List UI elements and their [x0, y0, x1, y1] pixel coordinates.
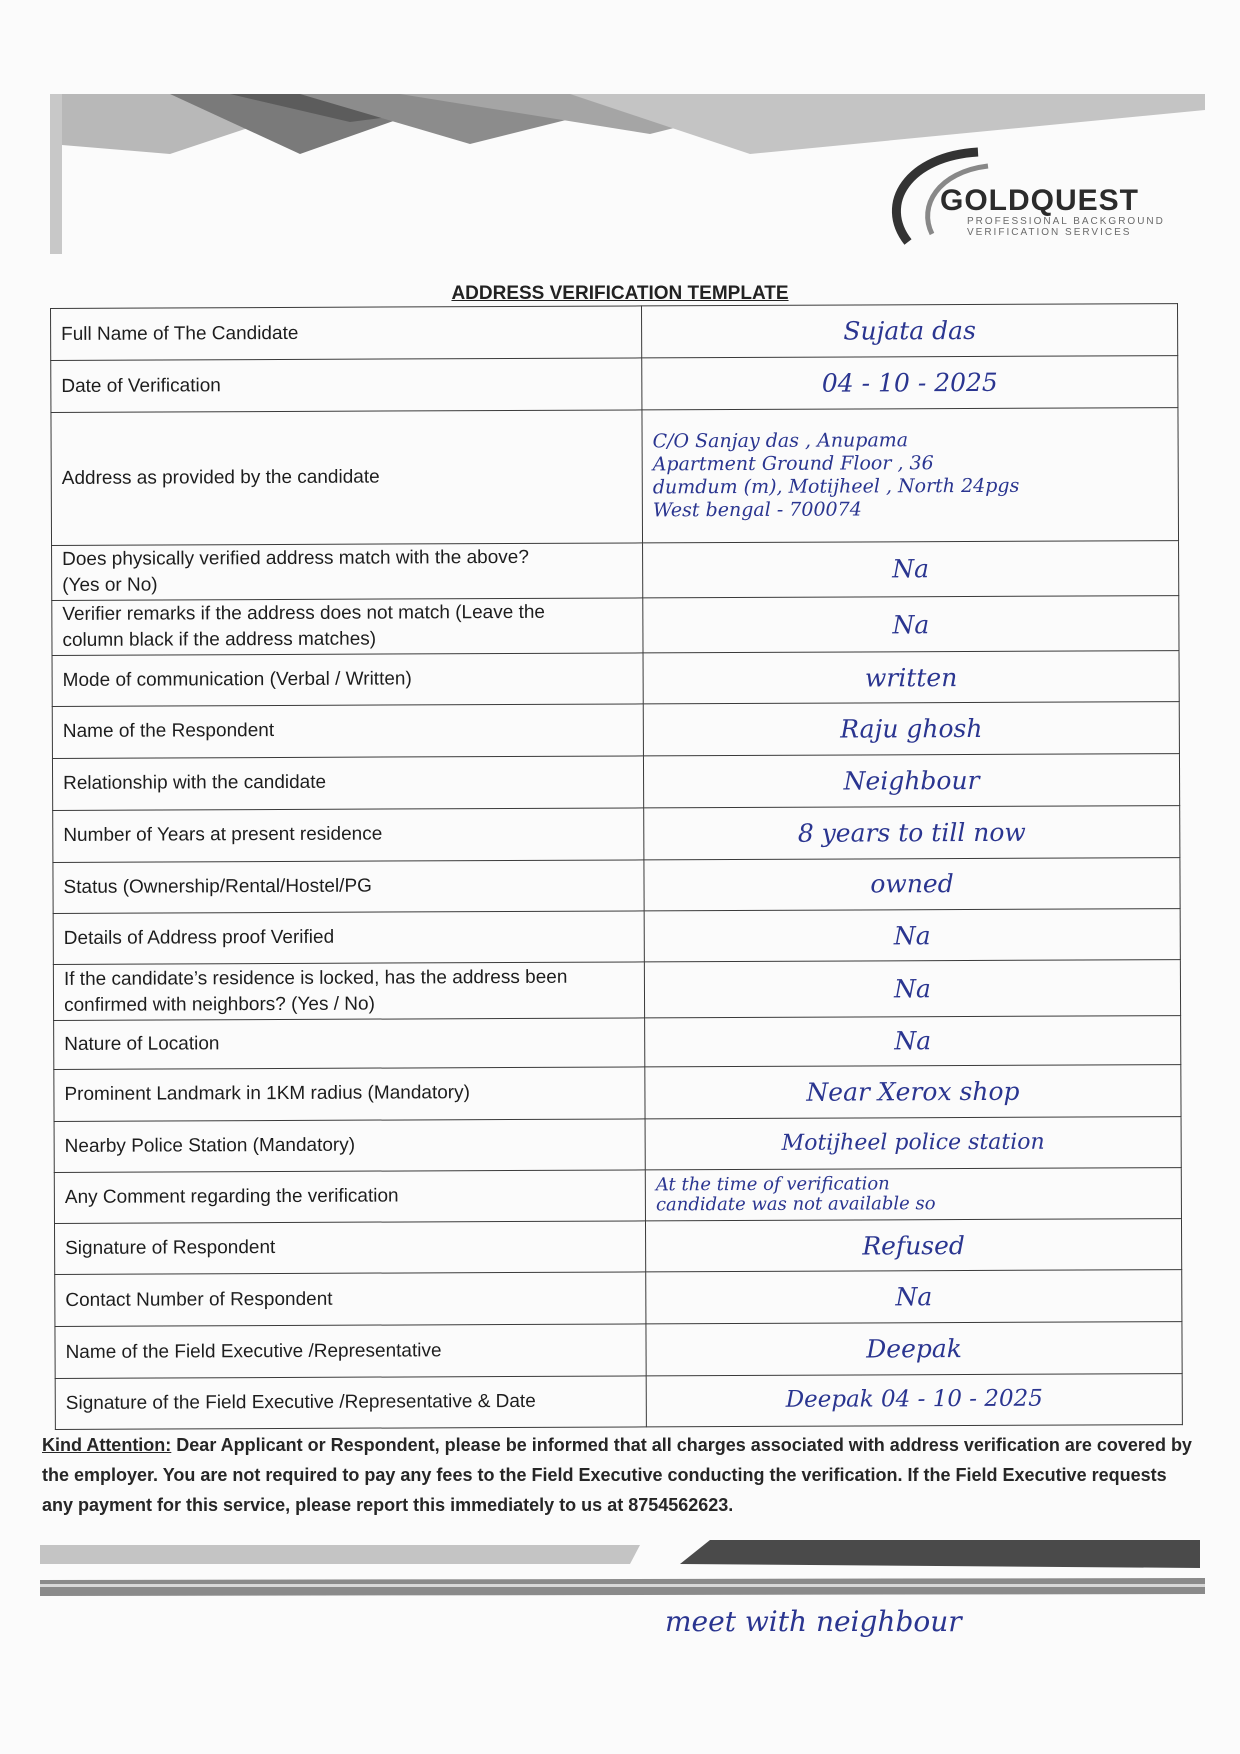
table-row [52, 651, 1179, 707]
field-label [52, 598, 643, 656]
field-value: Na [643, 540, 1179, 598]
field-label: Contact Number of Respondent [55, 1272, 646, 1327]
field-value: Na [643, 596, 1179, 654]
table-row [55, 1270, 1182, 1327]
field-label: Signature of the Field Executive /Representative & Date [55, 1376, 646, 1430]
label-line: If the candidate’s residence is locked, has the address been [63, 966, 568, 990]
field-label: Address as provided by the candidate [51, 410, 643, 545]
table-row [52, 753, 1179, 810]
field-label: Nearby Police Station (Mandatory) [54, 1119, 645, 1173]
brand-tagline-2: VERIFICATION SERVICES [967, 227, 1132, 238]
field-value: Sujata das [641, 304, 1177, 359]
table-row [55, 1373, 1182, 1429]
field-label: Signature of Respondent [54, 1221, 645, 1275]
table-row [55, 1322, 1182, 1378]
table-row [51, 356, 1178, 413]
label-line: Verifier remarks if the address does not match (Leave the [62, 601, 546, 626]
field-value: Na [644, 960, 1180, 1019]
brand-name: GOLDQUEST [940, 184, 1140, 217]
field-label: Full Name of The Candidate [51, 306, 642, 361]
table-row [51, 408, 1179, 545]
table-row [52, 596, 1179, 656]
field-value: Motijheel police station [645, 1116, 1181, 1170]
verification-table [50, 303, 1183, 1430]
address-line: C/O Sanjay das , Anupama [652, 429, 909, 453]
address-line: West bengal - 700074 [652, 498, 862, 522]
table-row [53, 857, 1180, 913]
field-value [642, 408, 1179, 543]
label-line: (Yes or No) [62, 574, 158, 596]
field-label: Name of the Field Executive /Representative [55, 1324, 646, 1378]
notice-lead: Kind Attention: [42, 1435, 172, 1455]
label-line: column black if the address matches) [62, 628, 377, 652]
field-label: Mode of communication (Verbal / Written) [52, 653, 643, 707]
field-value: Deepak 04 - 10 - 2025 [646, 1373, 1182, 1427]
table-row [54, 1219, 1181, 1275]
field-label [53, 962, 644, 1021]
field-label: Details of Address proof Verified [53, 911, 644, 965]
field-value [645, 1167, 1181, 1221]
field-value: Raju ghosh [643, 702, 1179, 756]
field-value: 8 years to till now [644, 805, 1180, 860]
address-line: dumdum (m), Motijheel , North 24pgs [652, 474, 1020, 499]
field-label: Name of the Respondent [52, 704, 643, 758]
table-row [52, 702, 1179, 758]
table-row [54, 1116, 1181, 1172]
table-row [52, 540, 1179, 600]
table-row [53, 805, 1180, 862]
field-label [52, 543, 643, 601]
field-label: Number of Years at present residence [53, 808, 644, 863]
field-label: Nature of Location [54, 1018, 645, 1069]
field-label: Relationship with the candidate [52, 755, 643, 810]
field-value: Neighbour [643, 753, 1179, 808]
table-row [54, 1064, 1181, 1121]
field-label: Prominent Landmark in 1KM radius (Mandatory) [54, 1066, 645, 1121]
label-line: confirmed with neighbors? (Yes / No) [63, 993, 375, 1016]
document-title: ADDRESS VERIFICATION TEMPLATE [451, 283, 789, 304]
field-value: owned [644, 857, 1180, 911]
field-value: 04 - 10 - 2025 [642, 356, 1178, 411]
field-label: Status (Ownership/Rental/Hostel/PG [53, 860, 644, 914]
field-value: written [643, 651, 1179, 705]
table-row [53, 960, 1180, 1021]
kind-attention-notice [42, 1430, 1192, 1520]
table-row [51, 304, 1178, 361]
field-value: Na [644, 909, 1180, 963]
field-label: Date of Verification [51, 358, 642, 413]
comment-line: candidate was not available so [655, 1193, 936, 1216]
field-value: Na [646, 1270, 1182, 1325]
field-value: Refused [645, 1219, 1181, 1273]
label-line: Does physically verified address match with the above? [62, 546, 529, 570]
field-value: Near Xerox shop [645, 1064, 1181, 1119]
table-row [54, 1167, 1181, 1223]
field-value: Na [645, 1016, 1181, 1067]
handwritten-note: meet with neighbour [665, 1605, 962, 1638]
field-value: Deepak [646, 1322, 1182, 1376]
comment-line: At the time of verification [655, 1173, 890, 1196]
brand-tagline-1: PROFESSIONAL BACKGROUND [967, 216, 1165, 227]
notice-text: Dear Applicant or Respondent, please be informed that all charges associated with address verification are covered by the employer. You are not required to pay any fees to the Field Executive conducting the verification. If the Field Executive requests any payment for this service, please report this immediately to us at 8754562623. [42, 1435, 1192, 1515]
table-row [54, 1016, 1181, 1069]
address-line: Apartment Ground Floor , 36 [652, 452, 934, 476]
table-row [53, 909, 1180, 965]
field-label: Any Comment regarding the verification [54, 1170, 645, 1224]
footer-band [40, 1540, 1205, 1600]
